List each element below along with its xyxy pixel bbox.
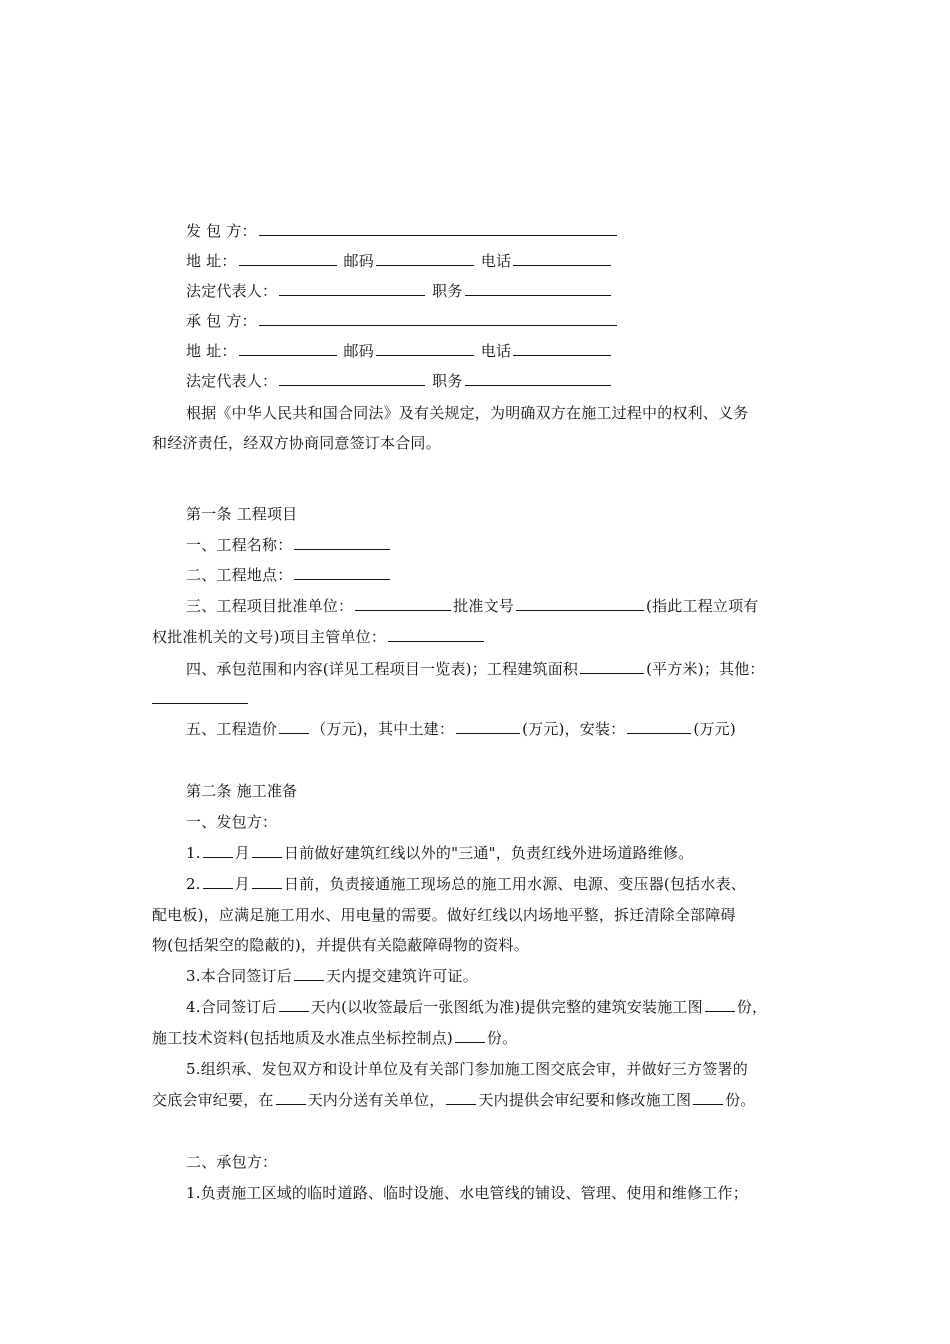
duty-4-line-2 bbox=[152, 1028, 812, 1048]
scope-label: 四、承包范围和内容(详见工程项目一览表)；工程建筑面积 bbox=[186, 660, 579, 678]
duty-4-text-3: 份， bbox=[736, 998, 768, 1016]
duty-3-text: 3.本合同签订后 bbox=[186, 967, 292, 985]
month-label: 月 bbox=[234, 875, 250, 893]
approval-unit-label: 三、工程项目批准单位： bbox=[186, 597, 354, 615]
duty-5-text-2: 天内分送有关单位， bbox=[307, 1091, 445, 1109]
project-location-label: 二、工程地点： bbox=[186, 566, 293, 584]
approval-row bbox=[186, 596, 846, 616]
postcode-label: 邮码 bbox=[343, 252, 374, 270]
duty-5-copies-blank[interactable] bbox=[693, 1090, 723, 1105]
month-label: 月 bbox=[234, 844, 250, 862]
duty-4-text: 4.合同签订后 bbox=[186, 998, 277, 1016]
position-blank[interactable] bbox=[465, 371, 611, 386]
duty-1-text: 日前做好建筑红线以外的"三通"，负责红线外进场道路维修。 bbox=[283, 844, 694, 862]
scope-row bbox=[186, 659, 846, 679]
address-blank[interactable] bbox=[239, 251, 337, 266]
contractor-rep-row bbox=[186, 371, 846, 391]
phone-blank[interactable] bbox=[513, 341, 611, 356]
install-blank[interactable] bbox=[627, 719, 691, 734]
duty-2-text: 日前，负责接通施工现场总的施工用水源、电源、变压器(包括水表、 bbox=[283, 875, 746, 893]
contractor-duties-heading: 二、承包方： bbox=[186, 1153, 278, 1171]
project-location-row bbox=[186, 565, 846, 585]
legal-rep-blank[interactable] bbox=[279, 281, 425, 296]
position-label: 职务 bbox=[432, 282, 463, 300]
employer-row bbox=[186, 221, 846, 241]
area-blank[interactable] bbox=[580, 659, 644, 674]
intro-line-2: 和经济责任，经双方协商同意签订本合同。 bbox=[152, 434, 441, 452]
supervisor-blank[interactable] bbox=[388, 627, 484, 642]
duty-5-text: 交底会审纪要，在 bbox=[152, 1091, 274, 1109]
article-1-title: 第一条 工程项目 bbox=[186, 505, 298, 523]
install-unit: (万元) bbox=[693, 720, 736, 738]
cost-label: 五、工程造价 bbox=[186, 720, 278, 738]
postcode-blank[interactable] bbox=[376, 341, 474, 356]
duty-5-days-blank-1[interactable] bbox=[276, 1090, 306, 1105]
project-location-blank[interactable] bbox=[294, 565, 390, 580]
postcode-blank[interactable] bbox=[376, 251, 474, 266]
supervisor-label: 权批准机关的文号)项目主管单位： bbox=[152, 628, 387, 646]
duty-4-docs-blank[interactable] bbox=[455, 1028, 485, 1043]
legal-rep-label: 法定代表人： bbox=[186, 282, 278, 300]
approval-row-2 bbox=[152, 627, 812, 647]
address-blank[interactable] bbox=[239, 341, 337, 356]
phone-label: 电话 bbox=[480, 252, 512, 270]
duty-5-end: 份。 bbox=[725, 1091, 756, 1109]
contractor-label: 承 包 方： bbox=[186, 312, 257, 330]
duty-1-month-blank[interactable] bbox=[203, 843, 233, 858]
duty-4-text-2: 天内(以收签最后一张图纸为准)提供完整的建筑安装施工图 bbox=[310, 998, 703, 1016]
duty-5-text-3: 天内提供会审纪要和修改施工图 bbox=[478, 1091, 692, 1109]
employer-rep-row bbox=[186, 281, 846, 301]
duty-5: 5.组织承、发包双方和设计单位及有关部门参加施工图交底会审，并做好三方签署的 bbox=[186, 1060, 748, 1078]
approval-unit-blank[interactable] bbox=[355, 596, 451, 611]
duty-1 bbox=[186, 843, 846, 863]
employer-address-row bbox=[186, 251, 846, 271]
duty-1-num: 1. bbox=[186, 844, 201, 862]
duty-4 bbox=[186, 997, 846, 1017]
contractor-duty-1: 1.负责施工区域的临时道路、临时设施、水电管线的铺设、管理、使用和维修工作； bbox=[186, 1184, 748, 1202]
article-2-title: 第二条 施工准备 bbox=[186, 782, 298, 800]
duty-2-line-3: 物(包括架空的隐蔽的)，并提供有关隐蔽障碍物的资料。 bbox=[152, 936, 529, 954]
cost-blank[interactable] bbox=[279, 719, 309, 734]
postcode-label: 邮码 bbox=[343, 342, 374, 360]
duty-2 bbox=[186, 874, 846, 894]
address-label: 地 址： bbox=[186, 252, 237, 270]
duty-3-text-2: 天内提交建筑许可证。 bbox=[325, 967, 478, 985]
phone-blank[interactable] bbox=[513, 251, 611, 266]
approval-number-label: 批准文号 bbox=[453, 597, 515, 615]
legal-rep-label: 法定代表人： bbox=[186, 372, 278, 390]
duty-4-copies-blank[interactable] bbox=[705, 997, 735, 1012]
duty-4-line-2-text: 施工技术资料(包括地质及水准点坐标控制点) bbox=[152, 1029, 453, 1047]
employer-label: 发 包 方： bbox=[186, 222, 257, 240]
duty-3-days-blank[interactable] bbox=[294, 966, 324, 981]
employer-duties-heading: 一、发包方： bbox=[186, 813, 278, 831]
project-name-label: 一、工程名称： bbox=[186, 536, 293, 554]
other-blank[interactable] bbox=[152, 689, 248, 704]
duty-2-month-blank[interactable] bbox=[203, 874, 233, 889]
duty-4-days-blank[interactable] bbox=[279, 997, 309, 1012]
duty-5-line-2 bbox=[152, 1090, 812, 1110]
position-label: 职务 bbox=[432, 372, 463, 390]
project-name-row bbox=[186, 535, 846, 555]
area-unit: (平方米)；其他： bbox=[646, 660, 765, 678]
duty-1-day-blank[interactable] bbox=[252, 843, 282, 858]
intro-line-1: 根据《中华人民共和国合同法》及有关规定，为明确双方在施工过程中的权利、义务 bbox=[186, 404, 749, 422]
civil-blank[interactable] bbox=[456, 719, 520, 734]
duty-3 bbox=[186, 966, 846, 986]
duty-5-days-blank-2[interactable] bbox=[446, 1090, 476, 1105]
duty-2-day-blank[interactable] bbox=[252, 874, 282, 889]
scope-row-2 bbox=[152, 689, 812, 709]
employer-blank[interactable] bbox=[259, 221, 617, 236]
install-label: (万元)，安装： bbox=[522, 720, 626, 738]
position-blank[interactable] bbox=[465, 281, 611, 296]
contractor-blank[interactable] bbox=[259, 311, 617, 326]
duty-2-num: 2. bbox=[186, 875, 201, 893]
phone-label: 电话 bbox=[480, 342, 512, 360]
approval-number-blank[interactable] bbox=[516, 596, 644, 611]
approval-note: (指此工程立项有 bbox=[646, 597, 759, 615]
contractor-row bbox=[186, 311, 846, 331]
civil-label: （万元)，其中土建： bbox=[311, 720, 455, 738]
project-name-blank[interactable] bbox=[294, 535, 390, 550]
duty-2-line-2: 配电板)，应满足施工用水、用电量的需要。做好红线以内场地平整，拆迁清除全部障碍 bbox=[152, 906, 736, 924]
address-label: 地 址： bbox=[186, 342, 237, 360]
duty-4-line-2-end: 份。 bbox=[486, 1029, 518, 1047]
legal-rep-blank[interactable] bbox=[279, 371, 425, 386]
contractor-address-row bbox=[186, 341, 846, 361]
cost-row bbox=[186, 719, 846, 739]
